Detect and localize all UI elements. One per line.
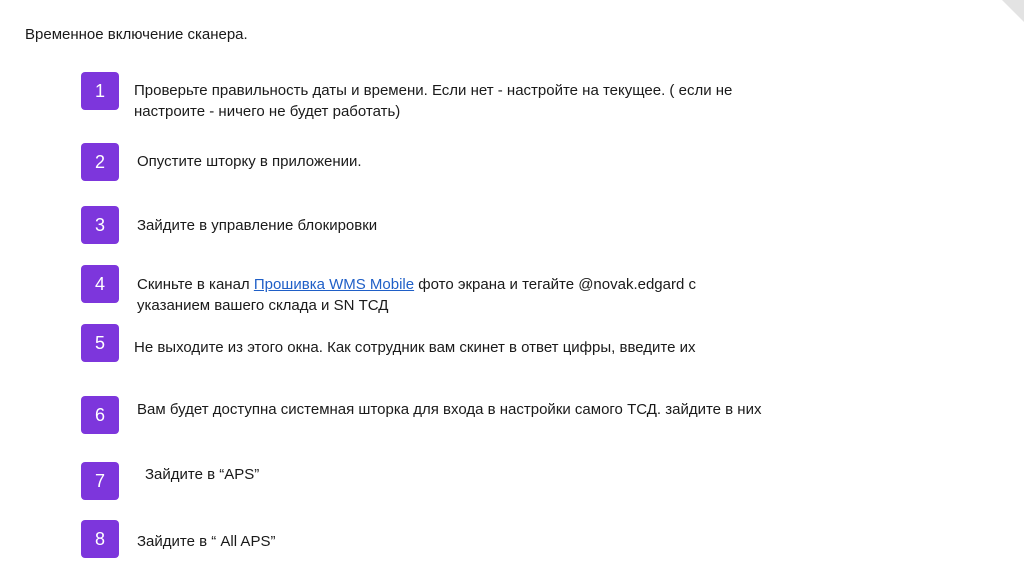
step-5-text: Не выходите из этого окна. Как сотрудник вам скинет в ответ цифры, введите их [134, 339, 696, 356]
step-4-text [137, 274, 747, 316]
step-8-badge: 8 [81, 520, 119, 558]
step-6-text: Вам будет доступна системная шторка для входа в настройки самого ТСД. зайдите в них [137, 401, 762, 418]
step-6-badge: 6 [81, 396, 119, 434]
step-2-text: Опустите шторку в приложении. [137, 153, 362, 170]
step-3-badge: 3 [81, 206, 119, 244]
step-4-badge: 4 [81, 265, 119, 303]
step-4-text-after: фото экрана и тегайте @novak.edgard с указанием вашего склада и SN ТСД [137, 276, 696, 314]
step-7-badge: 7 [81, 462, 119, 500]
slide-title: Временное включение сканера. [25, 26, 248, 43]
step-1-badge: 1 [81, 72, 119, 110]
step-2-badge: 2 [81, 143, 119, 181]
page-corner-fold [1002, 0, 1024, 22]
step-4-text-before: Скиньте в канал [137, 276, 254, 293]
step-5-badge: 5 [81, 324, 119, 362]
step-1-text: Проверьте правильность даты и времени. Если нет - настройте на текущее. ( если не настроите - ничего не будет работать) [134, 82, 733, 120]
step-3-text: Зайдите в управление блокировки [137, 217, 378, 234]
step-7-text: Зайдите в “APS” [145, 466, 260, 483]
step-8-text: Зайдите в “ All APS” [137, 533, 276, 550]
channel-link[interactable]: Прошивка WMS Mobile [253, 276, 415, 293]
